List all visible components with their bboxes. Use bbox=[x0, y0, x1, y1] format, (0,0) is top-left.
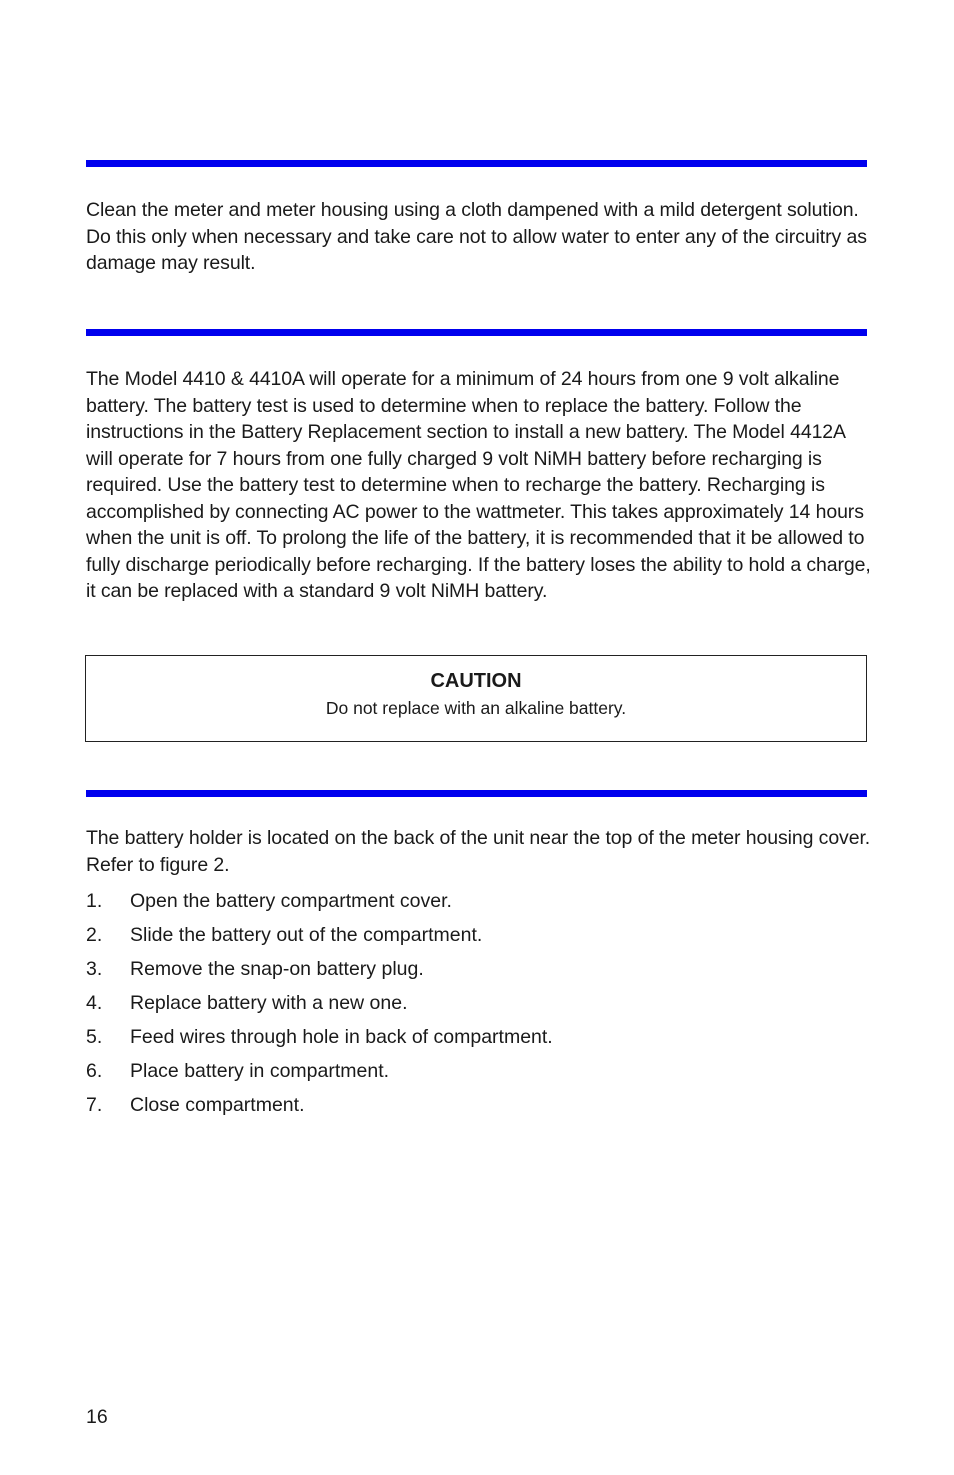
step-number: 4. bbox=[86, 992, 103, 1014]
list-item bbox=[86, 954, 786, 988]
step-number: 7. bbox=[86, 1094, 103, 1116]
list-item bbox=[86, 988, 786, 1022]
step-number: 6. bbox=[86, 1060, 103, 1082]
section-rule-battery-replacement bbox=[86, 790, 867, 797]
battery-operation-paragraph: The Model 4410 & 4410A will operate for a minimum of 24 hours from one 9 volt alkaline battery. The battery test is used to determine when to replace the battery. Follow the instructions in the Battery Replacement section to install a new battery. The Model 4412A will operate for 7 hours from one fully charged 9 volt NiMH battery before recharging is required. Use the battery test to determine when to recharge the battery. Recharging is accomplished by connecting AC power to the wattmeter. This takes approximately 14 hours when the unit is off. To prolong the life of the battery, it is recommended that it be allowed to fully discharge periodically before recharging. If the battery loses the ability to hold a charge, it can be replaced with a standard 9 volt NiMH battery. bbox=[86, 368, 871, 602]
step-number: 5. bbox=[86, 1026, 103, 1048]
step-text: Slide the battery out of the compartment. bbox=[130, 924, 483, 946]
list-item bbox=[86, 1022, 786, 1056]
step-number: 1. bbox=[86, 890, 103, 912]
caution-title: CAUTION bbox=[430, 670, 522, 692]
caution-box bbox=[85, 655, 867, 742]
step-number: 3. bbox=[86, 958, 103, 980]
step-text: Place battery in compartment. bbox=[130, 1060, 390, 1082]
step-text: Feed wires through hole in back of compartment. bbox=[130, 1026, 553, 1048]
step-number: 2. bbox=[86, 924, 103, 946]
section-rule-cleaning bbox=[86, 160, 867, 167]
list-item bbox=[86, 886, 786, 920]
page-number: 16 bbox=[86, 1406, 108, 1428]
step-text: Open the battery compartment cover. bbox=[130, 890, 452, 912]
battery-replacement-intro: The battery holder is located on the back of the unit near the top of the meter housing cover. Refer to figure 2. bbox=[86, 827, 871, 876]
list-item bbox=[86, 920, 786, 954]
step-text: Replace battery with a new one. bbox=[130, 992, 408, 1014]
caution-text: Do not replace with an alkaline battery. bbox=[325, 698, 627, 718]
replacement-steps-list bbox=[86, 886, 786, 1124]
list-item bbox=[86, 1056, 786, 1090]
step-text: Close compartment. bbox=[130, 1094, 305, 1116]
list-item bbox=[86, 1090, 786, 1124]
cleaning-paragraph: Clean the meter and meter housing using a cloth dampened with a mild detergent solution. Do this only when necessary and take care not to allow water to enter any of the circuitry as damage may result. bbox=[86, 199, 867, 274]
step-text: Remove the snap-on battery plug. bbox=[130, 958, 424, 980]
section-rule-battery-operation bbox=[86, 329, 867, 336]
